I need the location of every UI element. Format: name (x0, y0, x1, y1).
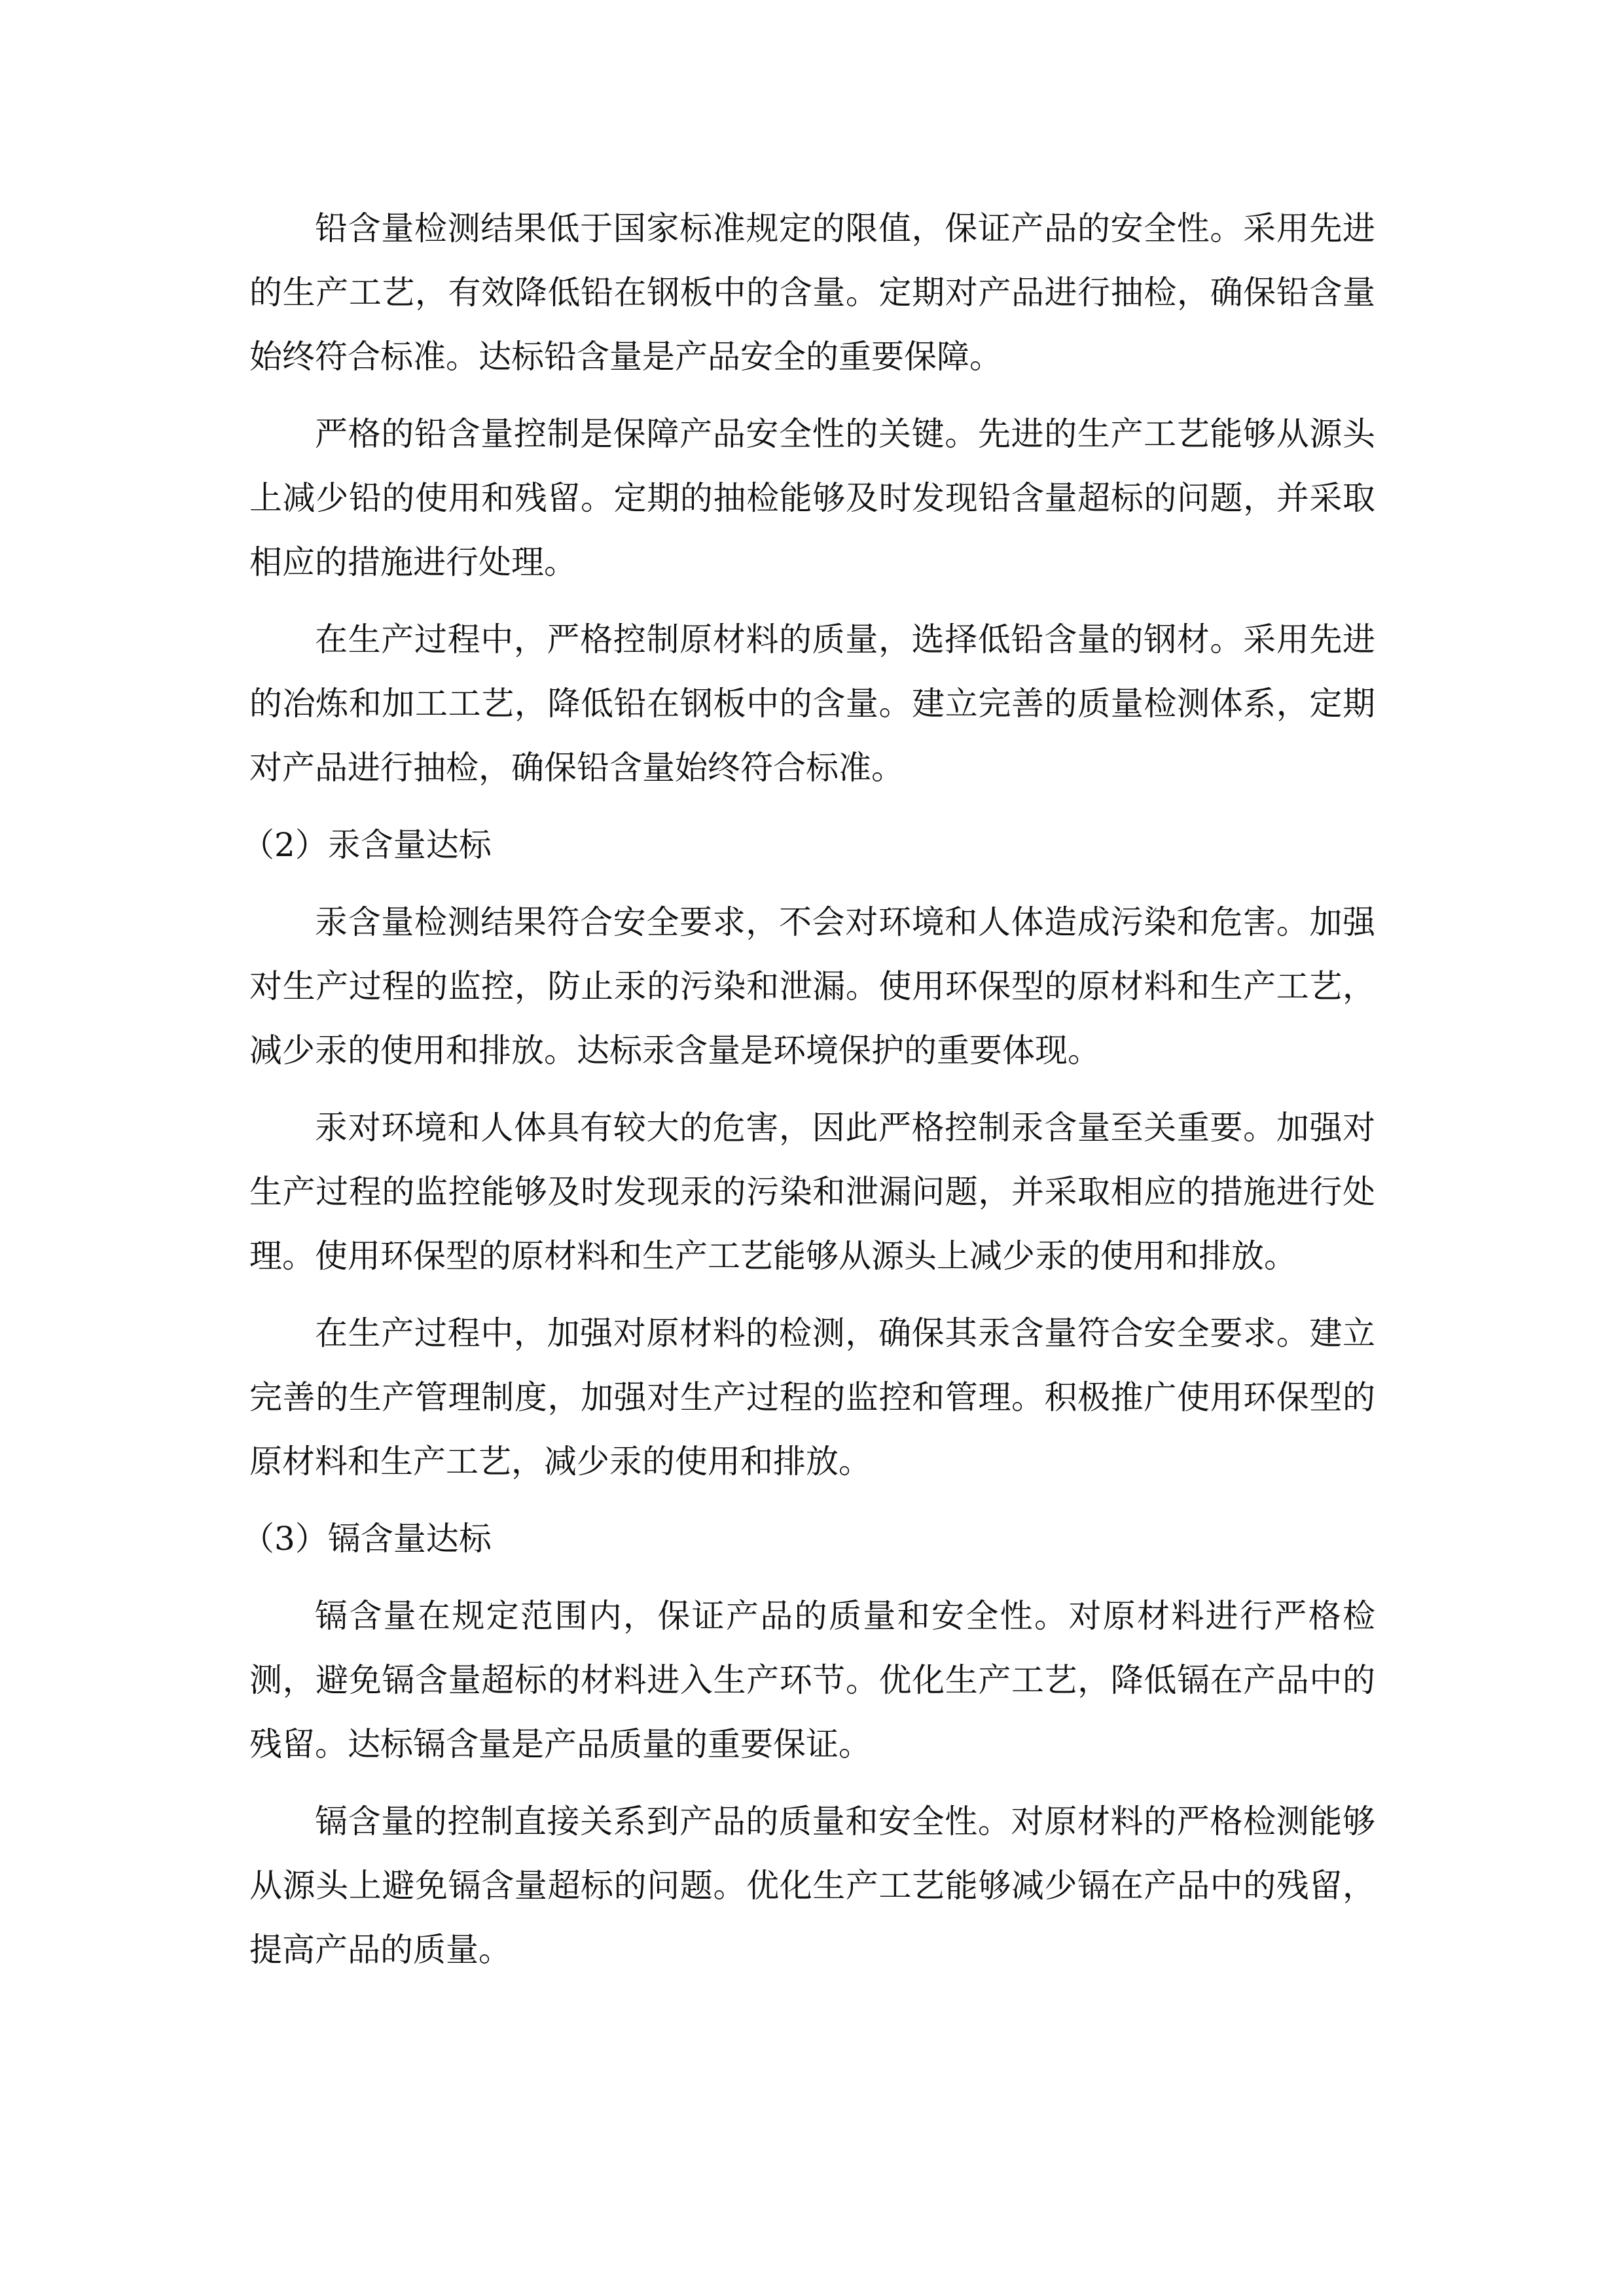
paragraph-mercury-control: 汞对环境和人体具有较大的危害，因此严格控制汞含量至关重要。加强对生产过程的监控能够及时发现汞的污染和泄漏问题，并采取相应的措施进行处理。使用环保型的原材料和生产工艺能够从源头上减少汞的使用和排放。 (249, 1109, 1375, 1275)
section-heading-cadmium: （3）镉含量达标 (242, 1520, 492, 1558)
paragraph-mercury-process: 在生产过程中，加强对原材料的检测，确保其汞含量符合安全要求。建立完善的生产管理制度，加强对生产过程的监控和管理。积极推广使用环保型的原材料和生产工艺，减少汞的使用和排放。 (249, 1314, 1375, 1480)
paragraph-lead-control: 严格的铅含量控制是保障产品安全性的关键。先进的生产工艺能够从源头上减少铅的使用和残留。定期的抽检能够及时发现铅含量超标的问题，并采取相应的措施进行处理。 (249, 415, 1375, 581)
section-heading-mercury: （2）汞含量达标 (242, 826, 492, 864)
document-body (242, 196, 1375, 1995)
paragraph-mercury-standard: 汞含量检测结果符合安全要求，不会对环境和人体造成污染和危害。加强对生产过程的监控，防止汞的污染和泄漏。使用环保型的原材料和生产工艺，减少汞的使用和排放。达标汞含量是环境保护的重要体现。 (249, 903, 1375, 1069)
paragraph-cadmium-control: 镉含量的控制直接关系到产品的质量和安全性。对原材料的严格检测能够从源头上避免镉含量超标的问题。优化生产工艺能够减少镉在产品中的残留，提高产品的质量。 (249, 1803, 1375, 1969)
paragraph-lead-process: 在生产过程中，严格控制原材料的质量，选择低铅含量的钢材。采用先进的冶炼和加工工艺，降低铅在钢板中的含量。建立完善的质量检测体系，定期对产品进行抽检，确保铅含量始终符合标准。 (249, 620, 1375, 787)
paragraph-lead-standard: 铅含量检测结果低于国家标准规定的限值，保证产品的安全性。采用先进的生产工艺，有效降低铅在钢板中的含量。定期对产品进行抽检，确保铅含量始终符合标准。达标铅含量是产品安全的重要保障。 (249, 209, 1375, 376)
paragraph-cadmium-standard: 镉含量在规定范围内，保证产品的质量和安全性。对原材料进行严格检测，避免镉含量超标的材料进入生产环节。优化生产工艺，降低镉在产品中的残留。达标镉含量是产品质量的重要保证。 (249, 1597, 1375, 1763)
